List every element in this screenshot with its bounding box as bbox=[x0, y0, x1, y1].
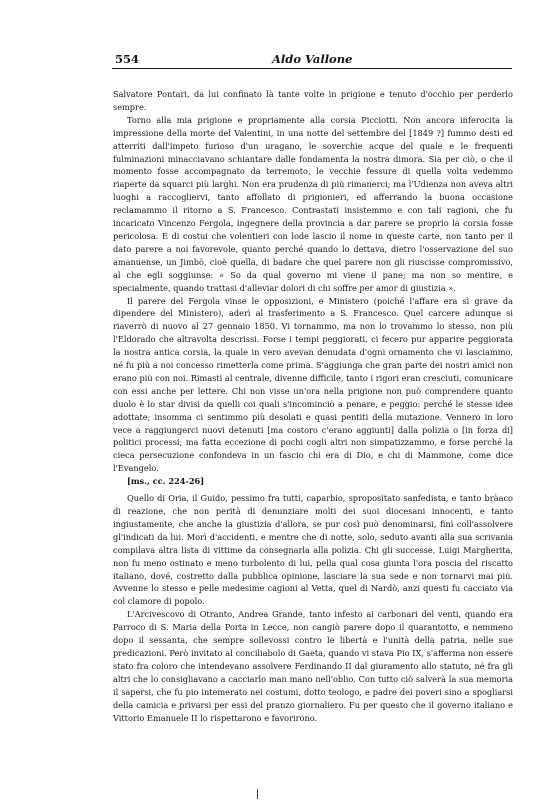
page-body bbox=[113, 88, 513, 724]
page-header bbox=[112, 52, 512, 72]
paragraph-5: L'Arcivescovo di Otranto, Andrea Grande, tanto infesto ai carbonari del venti, quando era Parroco di S. Maria della Porta in Lecce, non cangiò parere dopo il quarantotto, e nemmeno dopo il sessanta, che sempre sollevossi contro le libertà e l'unità della patria, nelle sue predicazioni. Però invitato al conciliabolo di Gaeta, quando vi stava Pio IX, s'afferma non essere stato fra coloro che intendevano assolvere Ferdinando II dal giuramento allo statuto, né fra gli altri che lo consigliavano a cacciarlo man mano nell'oblio. Con tutto ciò salverà la sua memoria il sapersi, che fu pio intemerato nei costumi, dotto teologo, e padre dei poveri sino a spogliarsi della camicia e privarsi per essi del pranzo giornaliero. Fu per questo che il governo italiano e Vittorio Emanuele II lo rispettarono e favorirono. bbox=[113, 609, 513, 723]
section-reference: [ms., cc. 224-26] bbox=[127, 476, 205, 487]
page-number: 554 bbox=[115, 52, 140, 66]
paragraph-4: Quello di Oria, il Guido, pessimo fra tutti, caparbio, spropositato sanfedista, e tanto bràaco di reazione, che non perità di denunziare molti dei suoi diocesani innocenti, e tanto ingiustamente, che anche la giustizia d'allora, se pur così può denominarsi, finì coll'assolvere gl'indicati da lui. Morì d'accidenti, e mentre che di notte, solo, seduto avanti alla sua scrivania compilava altra lista di vittime da consegnarla alla polizia. Chi gli successe, Luigi Margherita, non fu meno ostinato e meno turbolento di lui, pella qual cosa giunta l'ora poscia del riscatto italiano, dové, costretto dalla pubblica opinione, lasciare la sua sede e non tornarvi mai più. Avvenne lo stesso e pelle medesime cagioni al Vetta, quel di Nardò, anzi questi fu cacciato via col clamore di popolo. bbox=[113, 493, 513, 607]
paragraph-3: Il parere del Fergola vinse le opposizioni, e Ministero (poiché l'affare era sì grave da dipendere del Ministero), aderì al trasferimento a S. Francesco. Quel carcere adunque si riaverrò di nuovo al 27 gennaio 1850. Vi tornammo, ma non lo trovammo lo stesso, non più l'Eldorado che altravolta descrissi. Forse i tempi peggiorati, ci fecero pur apparire peggiorata la nostra antica corsia, la quale in vero avevan denudata d'ogni ornamento che vi lasciammo, né fu più a noi concesso rimetterla come prima. S'aggiunga che gran parte dei nostri amici non erano più con noi. Rimasti al centrale, divenne difficile, tanto i rigori eran cresciuti, comunicare con essi anche per lettere. Chi non visse un'ora nella prigione non può comprendere quanto duolo è lo star divisi da quelli coi quali s'incominciò a penare, e peggio: perché le stesse idee adottate; insomma ci sentimmo più desolati e quasi pentiti della mutazione. Vennero in loro vece a raggiungerci nuovi detenuti [ma costoro c'erano aggiunti] dalla polizia o [in forza di] politici processi; ma fatta eccezione di pochi cogli altri non simpatizzammo, e forse perché la cieca persecuzione confondeva in un fascio chi era di Dio, e chi di Mammone, come dice l'Evangelo. bbox=[113, 295, 513, 474]
bottom-mark bbox=[257, 789, 258, 799]
paragraph-2: Torno alla mia prigione e propriamente alla corsia Picciotti. Non ancora inferocita la impressione della morte del Valentini, in una notte del settembre del [1849 ?] fummo desti ed atterriti dall'impeto furioso d'un uragano, le soverchie acque del quale e le frequenti fulminazioni minacciavano schiantare dalle fondamenta la nostra dimora. Sia per ciò, o che il momento fosse accompagnato da terremoto, le vecchie fessure di quella volta vedemmo riaperte da squarci più larghi. Non era prudenza di più rimanerci; ma l'Udienza non aveva altri luoghi a raccogliervi, tanto affollato di prigionieri, ed afferrando la buona occasione reclamammo il ritorno a S. Francesco. Contrastati insistemmo e con tali ragioni, che fu incaricato Vincenzo Fergola, ingegnere della provincia a dar parere se proprio la corsia fosse pericolosa. E di costui che volentieri con lode lascio il nome in queste carte, non tanto per il dato parere a noi favorevole, quanto perché quando lo dettava, dietro l'osservazione del suo amanuense, un Jimbò, cioè quella, di badare che quel parere non gli riuscisse compromissivo, al che egli soggiunse: « So da qual governo mi viene il pane; ma non so mentire, e specialmente, quando trattasi d'alleviar dolori di chi soffre per amor di giustizia ». bbox=[113, 114, 513, 293]
running-title: Aldo Vallone bbox=[272, 52, 353, 66]
header-rule bbox=[112, 68, 512, 69]
paragraph-1: Salvatore Pontari, da lui confinato là tante volte in prigione e tenuto d'occhio per perderlo sempre. bbox=[113, 89, 513, 112]
